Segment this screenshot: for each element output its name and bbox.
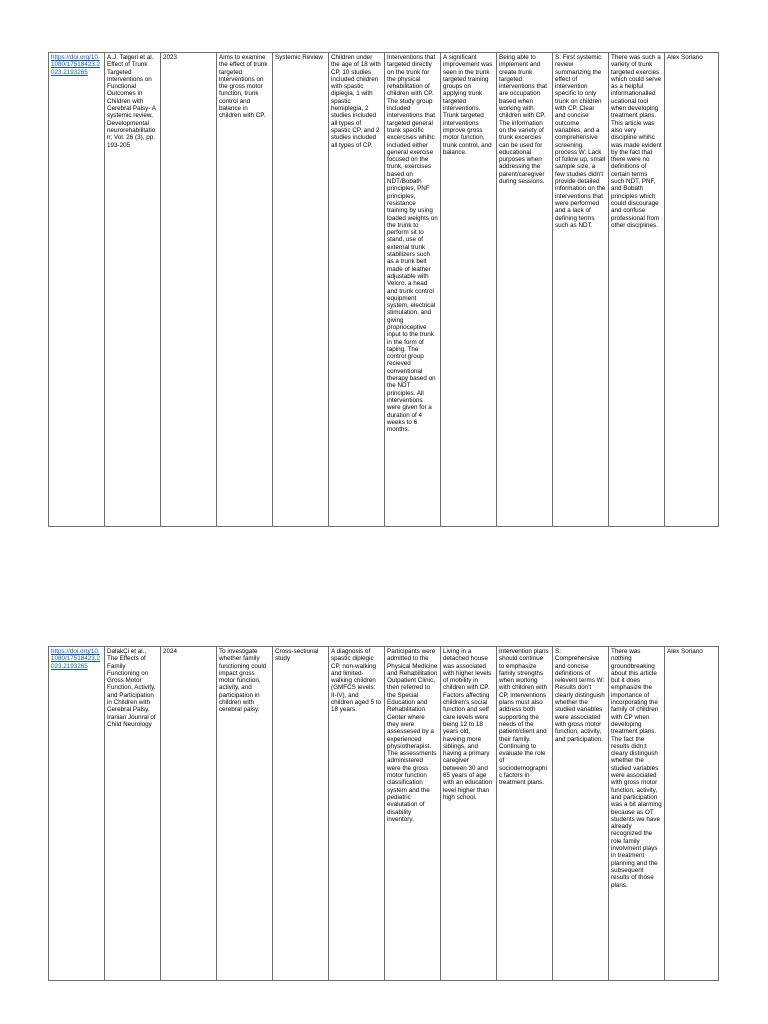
results-cell: A significant improvement was seen in the trunk targeted training groups on applying trunk targeted interventions. Trunk targeted interventions improve gross motor function, trunk control, and balance. xyxy=(441,53,497,527)
design-cell: Cross-sectional study xyxy=(273,647,329,981)
table-row xyxy=(49,53,719,527)
interventions-cell: Participants were admitted to the Physical Medicine and Rehabilitation Outpatient Clinic, then referred to the Special Education and Rehabilitation Center where they were assessesed by a experienced physiotherapist. The assessments administered were the gross motor function classification system and the pediatric evalutation of disability inventory. xyxy=(385,647,441,981)
year-cell: 2023 xyxy=(161,53,217,527)
interventions-cell: Interventions that targeted directly on the trunk for the physical rehabilitation of children with CP. The study group included interventions that targeted general trunk specific excercises whihc included either general exercise focused on the trunk, exercises based on NDT/Bobath principles, PNF principles, resistance training by using loaded weights on the trunk to perform sit to stand, use of external trunk stabilizers such as a trunk belt made of leather adjustable with Velcro, a head and trunk control equipment system, electrical stimulation, and giving proprioceptive input to the trunk in the form of taping. The control group recieved conventional therapy based on the NDT principles. All interventions were given for a duration of 4 weeks to 6 months. xyxy=(385,53,441,527)
results-cell: Living in a detached house was associated with higher levels of mobility in children with CP. Factors affecting children's social function and self care levels were being 12 to 18 years old, haveing more siblings, and having a primary caregiver between 30 and 65 years of age with an education level higher than high school. xyxy=(441,647,497,981)
implications-cell: Being able to implement and create trunk targeted interventions that are occupation based when working with children with CP. The information on the variety of trunk excercies can be used for educational purposes when addressing the parent/caregiver during sessions. xyxy=(497,53,553,527)
strengths-weaknesses-cell: S: Comprehensive and concise definitions of relevent terms W: Results don't clearly distinguish whether the studied variables were associated with gross motor function, activity, and participation. xyxy=(553,647,609,981)
reflection-cell: There was such a variety of trunk targeted exercies which could serve as a helpful informationalled ucational tool when developing treatment plans. This article was also very discipline whihc was made evident by the fact that there were no definitions of certain terms such NDT, PNF, and Bobath principles which could discourage and confuse professional from other disciplines. xyxy=(609,53,665,527)
strengths-weaknesses-cell: S: First systemic review summarizing the effect of intervention specific to only trunk on children with CP. Clear and concise outcome variables, and a comprehensive screening process W: Lack of follow up, small sample size, a few studies didn't provide detailed information on the interventions that were performed and a lack of defining terms such as NDT. xyxy=(553,53,609,527)
citation-cell: DalakÇi et al., The Effects of Family Functioning on Gross Motor Function, Activity, and Participation in Children with Cerebral Palsy, Iranian Jounral of Child Neurology xyxy=(105,647,161,981)
table-row xyxy=(49,647,719,981)
participants-cell: A diagnosis of spastic diplegic CP, non-walking and limited-walking children (GMFCS levels: II-IV), and children aged 5 to 18 years. xyxy=(329,647,385,981)
implications-cell: Intervention plans should continue to emphasize family strengths when working with children with CP, interventions plans must also address both supporting the needs of the patient/client and their family. Continuing to evaluate the role of sociodemographic factors in treatment plans. xyxy=(497,647,553,981)
author-cell: Alex Soriano xyxy=(665,53,719,527)
aim-cell: To investigate whether family functioning could impact gross motor function, activity, and participation in children with cerebral palsy. xyxy=(217,647,273,981)
participants-cell: Children under the age of 18 with CP, 10 studies included children with spastic diplegia, 1 with spastic hemiplegia, 2 studies included all types of spastic CP, and 2 studies included all types of CP. xyxy=(329,53,385,527)
design-cell: Systemic Review xyxy=(273,53,329,527)
aim-cell: Aims to examine the effect of trunk targeted interventions on the gross motor function, trunk control and balance in children with CP. xyxy=(217,53,273,527)
doi-link[interactable]: https://doi.org/10.1080/17518423.2023.2193265 xyxy=(51,54,101,76)
author-cell: Alex Soriano xyxy=(665,647,719,981)
doi-cell xyxy=(49,647,105,981)
year-cell: 2024 xyxy=(161,647,217,981)
literature-table-1 xyxy=(48,52,719,527)
doi-cell xyxy=(49,53,105,527)
literature-table-2 xyxy=(48,646,719,981)
doi-link[interactable]: https://doi.org/10.1080/17518423.2023.2193265 xyxy=(51,648,101,670)
citation-cell: A.J. Talgeri et al. Effect of Trunk Targeted Interventions on Functional Outcomes in Children with Cerebral Palsy- A systemic review, Developmental neurorehabilitation; Vol. 26 (3), pp. 193-205 xyxy=(105,53,161,527)
reflection-cell: There was nothing groundbreaking about this article but it does emphasize the importance of incorporating the family of children with CP when developing treatment plans. The fact the results didn;t cleary distingush whether the studied variables were associated with gross motor function, activity, and participation was a bit alarming because as OT students we have already recognized the role family involvment plays in treatment planning and the subsequent results of those plans. xyxy=(609,647,665,981)
